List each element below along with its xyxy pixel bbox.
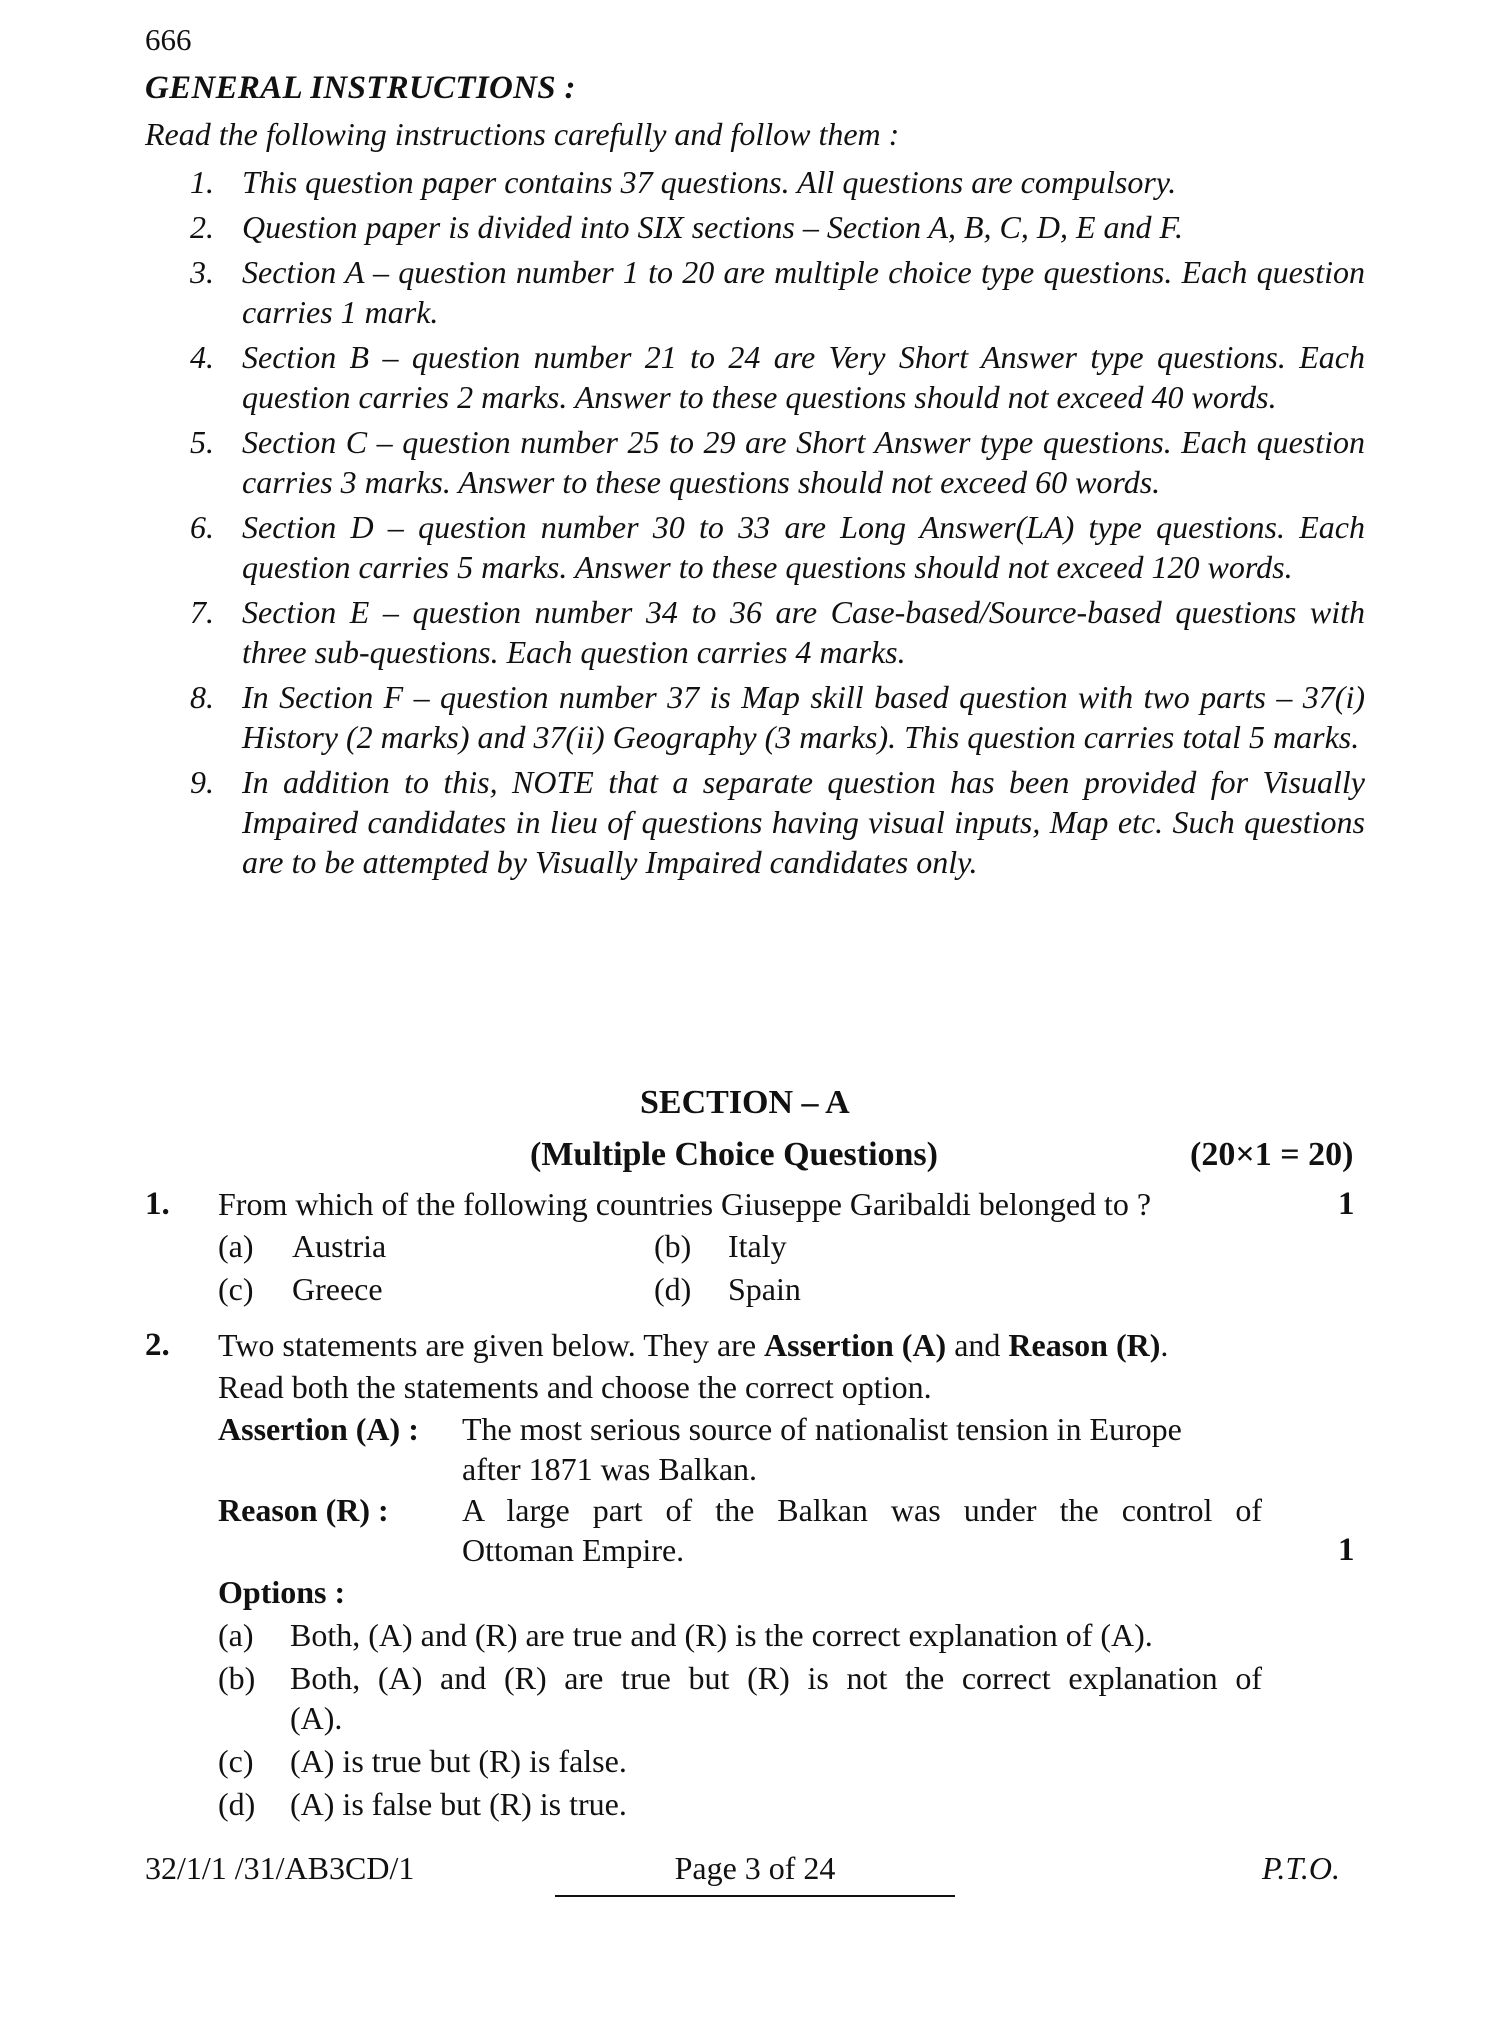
instruction-number: 7.: [190, 594, 214, 630]
instruction-text: Section C – question number 25 to 29 are Short Answer type questions. Each question carries 3 marks. Answer to these questions should not exceed 60 words.: [242, 424, 1365, 500]
q2-assertion-term: Assertion (A): [764, 1327, 947, 1363]
q2-line1-end: .: [1160, 1327, 1169, 1363]
q2-option-c-label: (c): [218, 1743, 254, 1779]
instruction-number: 3.: [190, 254, 214, 290]
instruction-number: 1.: [190, 164, 214, 200]
question-2-marks: 1: [1338, 1532, 1355, 1568]
q2-option-d-text: (A) is false but (R) is true.: [290, 1786, 627, 1822]
instruction-item: [190, 252, 1365, 332]
instruction-text: This question paper contains 37 questions. All questions are compulsory.: [242, 164, 1177, 200]
q2-option-c-text: (A) is true but (R) is false.: [290, 1743, 627, 1779]
section-subtitle: (Multiple Choice Questions): [530, 1136, 938, 1173]
page-number: 666: [145, 22, 192, 57]
reason-text-1: A large part of the Balkan was under the control of: [462, 1492, 1262, 1528]
options-label: Options :: [218, 1574, 346, 1610]
general-instructions-intro: Read the following instructions carefully and follow them :: [145, 116, 900, 152]
section-marks: (20×1 = 20): [1190, 1136, 1354, 1173]
q1-option-d-text: Spain: [728, 1271, 801, 1307]
page-indicator: Page 3 of 24: [555, 1850, 955, 1897]
instruction-text: Section A – question number 1 to 20 are multiple choice type questions. Each question carries 1 mark.: [242, 254, 1365, 330]
q1-option-b-label: (b): [654, 1228, 692, 1264]
instruction-text: Section E – question number 34 to 36 are Case-based/Source-based questions with three sub-questions. Each question carries 4 marks.: [242, 594, 1365, 670]
instruction-number: 6.: [190, 509, 214, 545]
instruction-list: [190, 162, 1365, 887]
instruction-text: Section D – question number 30 to 33 are Long Answer(LA) type questions. Each question carries 5 marks. Answer to these questions should not exceed 120 words.: [242, 509, 1365, 585]
instruction-item: [190, 677, 1365, 757]
q2-line1-pre: Two statements are given below. They are: [218, 1327, 765, 1363]
q2-line1-and: and: [946, 1327, 1009, 1363]
question-1-marks: 1: [1338, 1186, 1355, 1222]
instruction-number: 9.: [190, 764, 214, 800]
instruction-number: 5.: [190, 424, 214, 460]
question-1-number: 1.: [145, 1186, 170, 1222]
instruction-item: [190, 592, 1365, 672]
question-1-text: From which of the following countries Giuseppe Garibaldi belonged to ?: [218, 1186, 1152, 1222]
instruction-number: 8.: [190, 679, 214, 715]
q2-option-d-label: (d): [218, 1786, 256, 1822]
instruction-number: 2.: [190, 209, 214, 245]
instruction-text: In Section F – question number 37 is Map skill based question with two parts – 37(i) History (2 marks) and 37(ii) Geography (3 marks). This question carries total 5 marks.: [242, 679, 1365, 755]
question-2-line2: Read both the statements and choose the correct option.: [218, 1369, 932, 1405]
section-title: SECTION – A: [640, 1084, 850, 1121]
paper-code: 32/1/1 /31/AB3CD/1: [145, 1850, 415, 1886]
assertion-label: Assertion (A) :: [218, 1411, 419, 1447]
instruction-item: [190, 507, 1365, 587]
pto-label: P.T.O.: [1262, 1850, 1340, 1886]
q1-option-c-label: (c): [218, 1271, 254, 1307]
q2-option-b-continuation: (A).: [290, 1700, 343, 1736]
q2-option-b-label: (b): [218, 1660, 256, 1696]
instruction-number: 4.: [190, 339, 214, 375]
reason-label: Reason (R) :: [218, 1492, 389, 1528]
q1-option-a-label: (a): [218, 1228, 254, 1264]
general-instructions-title: GENERAL INSTRUCTIONS :: [145, 70, 576, 106]
instruction-text: Question paper is divided into SIX sections – Section A, B, C, D, E and F.: [242, 209, 1183, 245]
q1-option-a-text: Austria: [292, 1228, 387, 1264]
question-2-line1: [218, 1327, 1168, 1364]
instruction-text: In addition to this, NOTE that a separate question has been provided for Visually Impaired candidates in lieu of questions having visual inputs, Map etc. Such questions are to be attempted by Visually Impaired candidates only.: [242, 764, 1365, 880]
q2-option-b-text: Both, (A) and (R) are true but (R) is not the correct explanation of: [290, 1660, 1262, 1696]
instruction-item: [190, 162, 1365, 202]
q1-option-d-label: (d): [654, 1271, 692, 1307]
instruction-item: [190, 762, 1365, 882]
instruction-item: [190, 207, 1365, 247]
q2-option-a-label: (a): [218, 1617, 254, 1653]
reason-text-2: Ottoman Empire.: [462, 1532, 685, 1568]
question-2-number: 2.: [145, 1327, 170, 1363]
instruction-text: Section B – question number 21 to 24 are Very Short Answer type questions. Each question carries 2 marks. Answer to these questions should not exceed 40 words.: [242, 339, 1365, 415]
q1-option-c-text: Greece: [292, 1271, 383, 1307]
q2-reason-term: Reason (R): [1008, 1327, 1161, 1363]
instruction-item: [190, 337, 1365, 417]
q1-option-b-text: Italy: [728, 1228, 787, 1264]
assertion-text-2: after 1871 was Balkan.: [462, 1451, 758, 1487]
assertion-text-1: The most serious source of nationalist tension in Europe: [462, 1411, 1182, 1447]
instruction-item: [190, 422, 1365, 502]
q2-option-a-text: Both, (A) and (R) are true and (R) is the correct explanation of (A).: [290, 1617, 1153, 1653]
